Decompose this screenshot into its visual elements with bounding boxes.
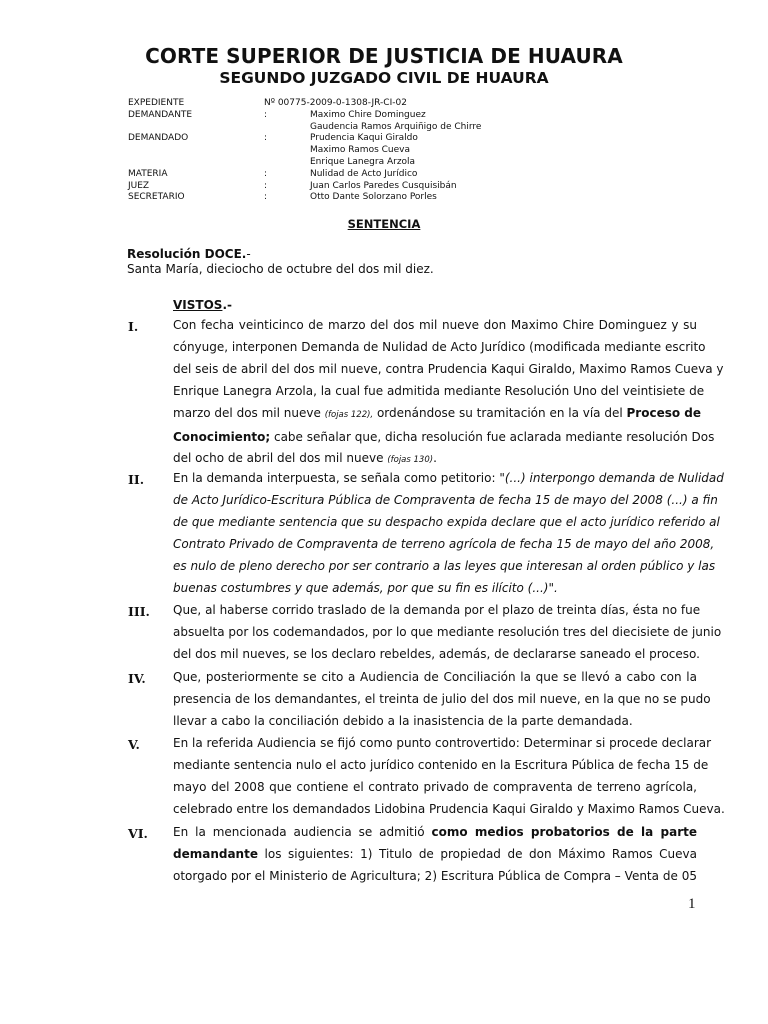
- paragraph-4: [173, 667, 711, 733]
- paragraph-number: IV.: [128, 671, 146, 686]
- paragraph-1: [173, 315, 724, 472]
- paragraph-line: [173, 403, 702, 427]
- paragraph-line: cónyuge, interponen Demanda de Nulidad de Acto Jurídico (modificada mediante escrito: [173, 339, 706, 354]
- meta-colon: :: [264, 180, 268, 191]
- paragraph-number: II.: [128, 472, 145, 487]
- meta-value: Nº 00775-2009-0-1308-JR-CI-02: [264, 98, 407, 108]
- paragraph-line: de que mediante sentencia que su despacho expida declare que el acto jurídico referido al: [173, 514, 720, 529]
- paragraph-line: Con fecha veinticinco de marzo del dos mil nueve don Maximo Chire Dominguez y su: [173, 318, 697, 332]
- paragraph-line: Contrato Privado de Compraventa de terreno agrícola de fecha 15 de mayo del año 2008,: [173, 536, 715, 551]
- meta-value: Enrique Lanegra Arzola: [310, 156, 416, 167]
- paragraph-number: V.: [128, 737, 140, 752]
- paragraph-line: del dos mil nueves, se los declaro rebeldes, además, de declararse saneado el proceso.: [173, 646, 700, 661]
- paragraph-line: [173, 844, 697, 866]
- paragraph-2: [173, 468, 724, 599]
- paragraph-line: [173, 468, 724, 490]
- vistos-suffix: .-: [222, 298, 232, 312]
- meta-label: DEMANDANTE: [128, 109, 193, 120]
- vistos-heading: [173, 298, 232, 312]
- paragraph-line: Que, al haberse corrido traslado de la demanda por el plazo de treinta días, ésta no fue: [173, 603, 701, 617]
- sentencia-heading: SENTENCIA: [347, 217, 421, 231]
- paragraph-line: absuelta por los codemandados, por lo que mediante resolución tres del diecisiete de junio: [173, 624, 722, 639]
- meta-value: Maximo Ramos Cueva: [310, 145, 411, 156]
- vistos-word: VISTOS: [173, 298, 223, 312]
- paragraph-line: En la referida Audiencia se fijó como punto controvertido: Determinar si procede declarar: [173, 736, 712, 750]
- paragraph-line: [173, 822, 697, 844]
- text-run: ordenándose su tramitación en la vía del: [376, 405, 623, 420]
- resolution-date: Santa María, dieciocho de octubre del dos mil diez.: [127, 262, 434, 276]
- paragraph-6: [173, 822, 697, 888]
- meta-value: Juan Carlos Paredes Cusquisibán: [310, 180, 457, 191]
- text-run: marzo del dos mil nueve: [173, 405, 321, 420]
- paragraph-line: mayo del 2008 que contiene el contrato privado de compraventa de terreno agrícola,: [173, 779, 697, 794]
- resolution-block: [127, 247, 434, 277]
- paragraph-line: buenas costumbres y que además, por que su fin es ilícito (...)".: [173, 580, 558, 595]
- bold-run: como medios probatorios de la parte: [431, 825, 697, 839]
- meta-value: Otto Dante Solorzano Porles: [310, 192, 437, 203]
- paragraph-3: [173, 600, 722, 666]
- paragraph-line: llevar a cabo la conciliación debido a la inasistencia de la parte demandada.: [173, 713, 633, 728]
- paragraph-line: del seis de abril del dos mil nueve, contra Prudencia Kaqui Giraldo, Maximo Ramos Cueva y: [173, 361, 724, 376]
- text-run: los siguientes: 1) Titulo de propiedad de don Máximo Ramos Cueva: [264, 846, 697, 861]
- resolution-dash: -: [246, 247, 251, 261]
- paragraph-5: [173, 733, 725, 821]
- paragraph-line: Que, posteriormente se cito a Audiencia de Conciliación la que se llevó a cabo con la: [173, 670, 697, 684]
- resolution-title: Resolución DOCE.: [127, 247, 247, 261]
- italic-run: "(...) interpongo demanda de Nulidad: [499, 471, 724, 485]
- paragraph-line: celebrado entre los demandados Lidobina Prudencia Kaqui Giraldo y Maximo Ramos Cueva.: [173, 801, 725, 816]
- paragraph-line: Enrique Lanegra Arzola, la cual fue admitida mediante Resolución Uno del veintisiete de: [173, 383, 705, 398]
- fojas-citation: (fojas 130): [387, 455, 434, 466]
- paragraph-number: VI.: [128, 826, 148, 841]
- text-run: cabe señalar que, dicha resolución fue aclarada mediante resolución Dos: [273, 429, 715, 444]
- paragraph-line: mediante sentencia nulo el acto jurídico contenido en la Escritura Pública de fecha 15 de: [173, 757, 709, 772]
- bold-run: Conocimiento;: [173, 429, 271, 444]
- text-run: En la demanda interpuesta, se señala como petitorio:: [173, 471, 496, 485]
- meta-value: Prudencia Kaqui Giraldo: [310, 133, 418, 144]
- text-run: En la mencionada audiencia se admitió: [173, 825, 425, 839]
- court-title: CORTE SUPERIOR DE JUSTICIA DE HUAURA: [145, 44, 623, 68]
- meta-value: Nulidad de Acto Jurídico: [310, 168, 418, 179]
- page-number: 1: [688, 896, 696, 912]
- bold-run: demandante: [173, 846, 258, 861]
- meta-label: DEMANDADO: [128, 133, 189, 144]
- court-subtitle: SEGUNDO JUZGADO CIVIL DE HUAURA: [219, 69, 549, 87]
- meta-label: MATERIA: [128, 168, 168, 179]
- text-run: del ocho de abril del dos mil nueve: [173, 451, 384, 466]
- meta-label: SECRETARIO: [128, 192, 185, 203]
- text-run: .: [433, 451, 437, 466]
- paragraph-number: I.: [128, 319, 139, 334]
- meta-value: Maximo Chire Dominguez: [310, 109, 426, 120]
- paragraph-line: de Acto Jurídico-Escritura Pública de Compraventa de fecha 15 de mayo del 2008 (...) a fin: [173, 492, 718, 507]
- fojas-citation: (fojas 122),: [324, 409, 374, 420]
- meta-value: Gaudencia Ramos Arquiñigo de Chirre: [310, 121, 482, 132]
- paragraph-line: es nulo de pleno derecho por ser contrario a las leyes que interesan al orden público y las: [173, 558, 716, 573]
- resolution-title-line: [127, 247, 434, 262]
- paragraph-line: [173, 427, 715, 449]
- meta-colon: :: [264, 133, 268, 144]
- meta-colon: :: [264, 192, 268, 203]
- paragraph-line: presencia de los demandantes, el treinta de julio del dos mil nueve, en la que no se pudo: [173, 691, 711, 706]
- meta-colon: :: [264, 168, 268, 179]
- paragraph-number: III.: [128, 604, 150, 619]
- paragraph-line: otorgado por el Ministerio de Agricultura; 2) Escritura Pública de Compra – Venta de 05: [173, 868, 697, 883]
- bold-run: Proceso de: [626, 405, 702, 420]
- meta-colon: :: [264, 109, 268, 120]
- meta-label: JUEZ: [128, 180, 150, 191]
- meta-label: EXPEDIENTE: [128, 98, 185, 108]
